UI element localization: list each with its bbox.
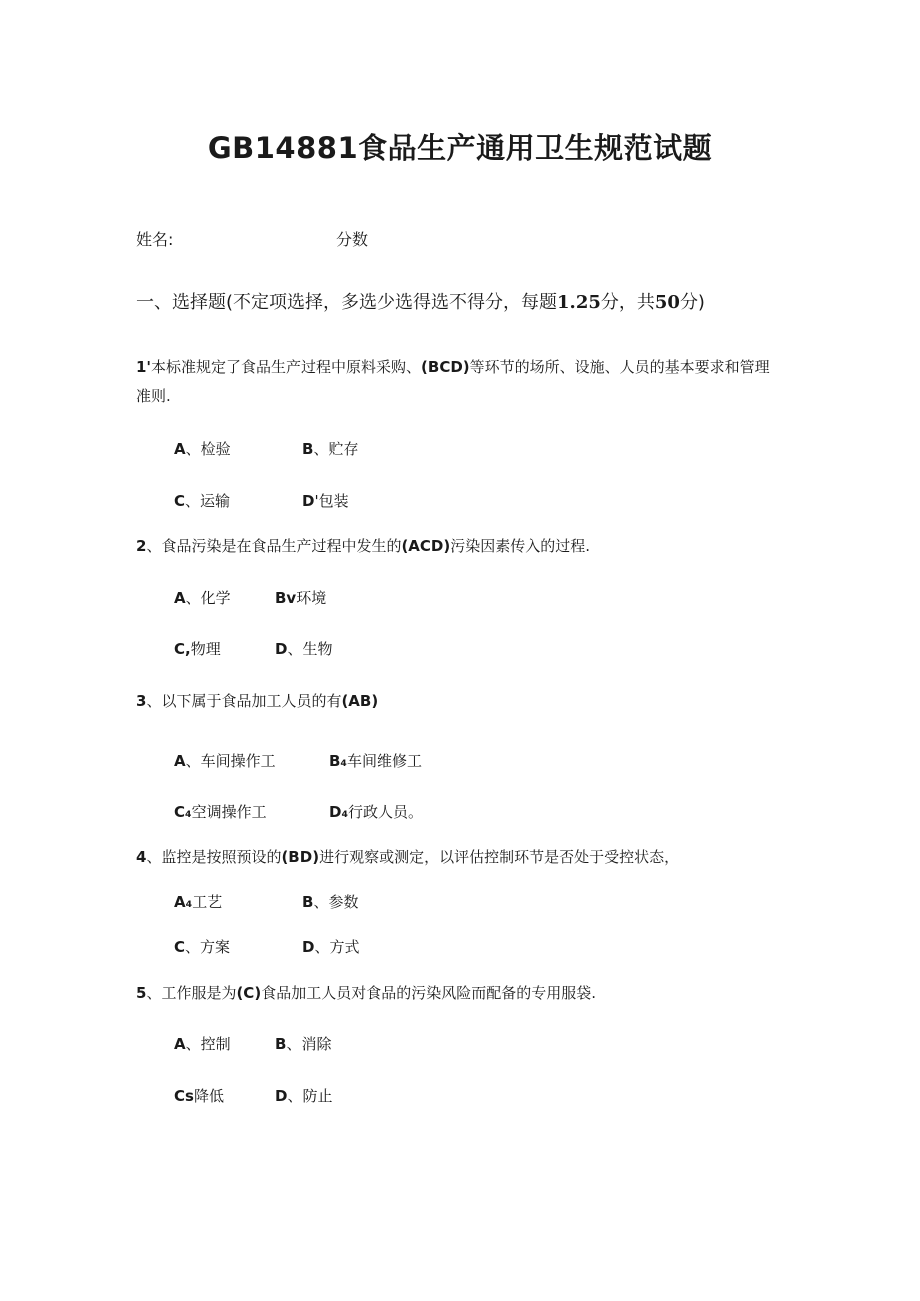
option-a: A₄工艺 [174,893,223,911]
question-number: 2 [136,537,147,555]
option-c: C、运输 [174,492,231,510]
question-answer: (ACD) [401,537,451,555]
option-b: B、贮存 [302,440,359,458]
question-1 [136,353,770,381]
option-d: D、方式 [302,938,360,956]
option-b: B、参数 [302,893,359,911]
question-answer: (BD) [281,848,320,866]
option-a: A、检验 [174,440,231,458]
section-mid: 分，共 [600,292,655,313]
option-b: B₄车间维修工 [329,752,423,770]
option-c: C₄空调操作工 [174,803,267,821]
question-3 [136,687,378,715]
question-answer: (BCD) [421,358,470,376]
name-label: 姓名: [136,230,174,249]
option-d: D₄行政人员。 [329,803,424,821]
section-total: 50 [654,292,680,313]
option-d: D、防止 [275,1087,333,1105]
question-number: 3 [136,692,147,710]
section-heading [136,288,705,314]
score-label: 分数 [336,230,369,249]
option-b: Bv环境 [275,589,327,607]
question-number: 4 [136,848,147,866]
option-c: C、方案 [174,938,231,956]
section-per-score: 1.25 [557,292,601,313]
option-a: A、车间操作工 [174,752,276,770]
question-text: 本标准规定了食品生产过程中原料采购、 [151,358,422,376]
question-text: 、以下属于食品加工人员的有 [146,692,342,710]
question-number: 1' [136,358,152,376]
option-a: A、化学 [174,589,231,607]
page-title: GB14881食品生产通用卫生规范试题 [207,131,713,165]
question-text: 、工作服是为 [146,984,237,1002]
section-prefix: 一、选择题(不定项选择，多选少选得选不得分，每题 [136,292,558,313]
question-1-line2: 准则. [136,387,171,405]
question-answer: (AB) [341,692,379,710]
question-text: 污染因素传入的过程. [450,537,591,555]
question-text: 等环节的场所、设施、人员的基本要求和管理 [469,358,770,376]
question-2 [136,532,590,560]
option-d: D'包装 [302,492,349,510]
question-answer: (C) [236,984,262,1002]
question-5 [136,979,596,1007]
question-4 [136,843,679,871]
question-text: 、监控是按照预设的 [146,848,282,866]
question-text: 食品加工人员对食品的污染风险而配备的专用服袋. [261,984,596,1002]
option-a: A、控制 [174,1035,231,1053]
section-suffix: 分) [679,292,705,313]
option-c: C,物理 [174,640,221,658]
question-text: 、食品污染是在食品生产过程中发生的 [146,537,402,555]
option-c: Cs降低 [174,1087,224,1105]
option-b: B、消除 [275,1035,332,1053]
question-number: 5 [136,984,147,1002]
option-d: D、生物 [275,640,333,658]
question-text: 进行观察或测定，以评估控制环节是否处于受控状态， [319,848,680,866]
